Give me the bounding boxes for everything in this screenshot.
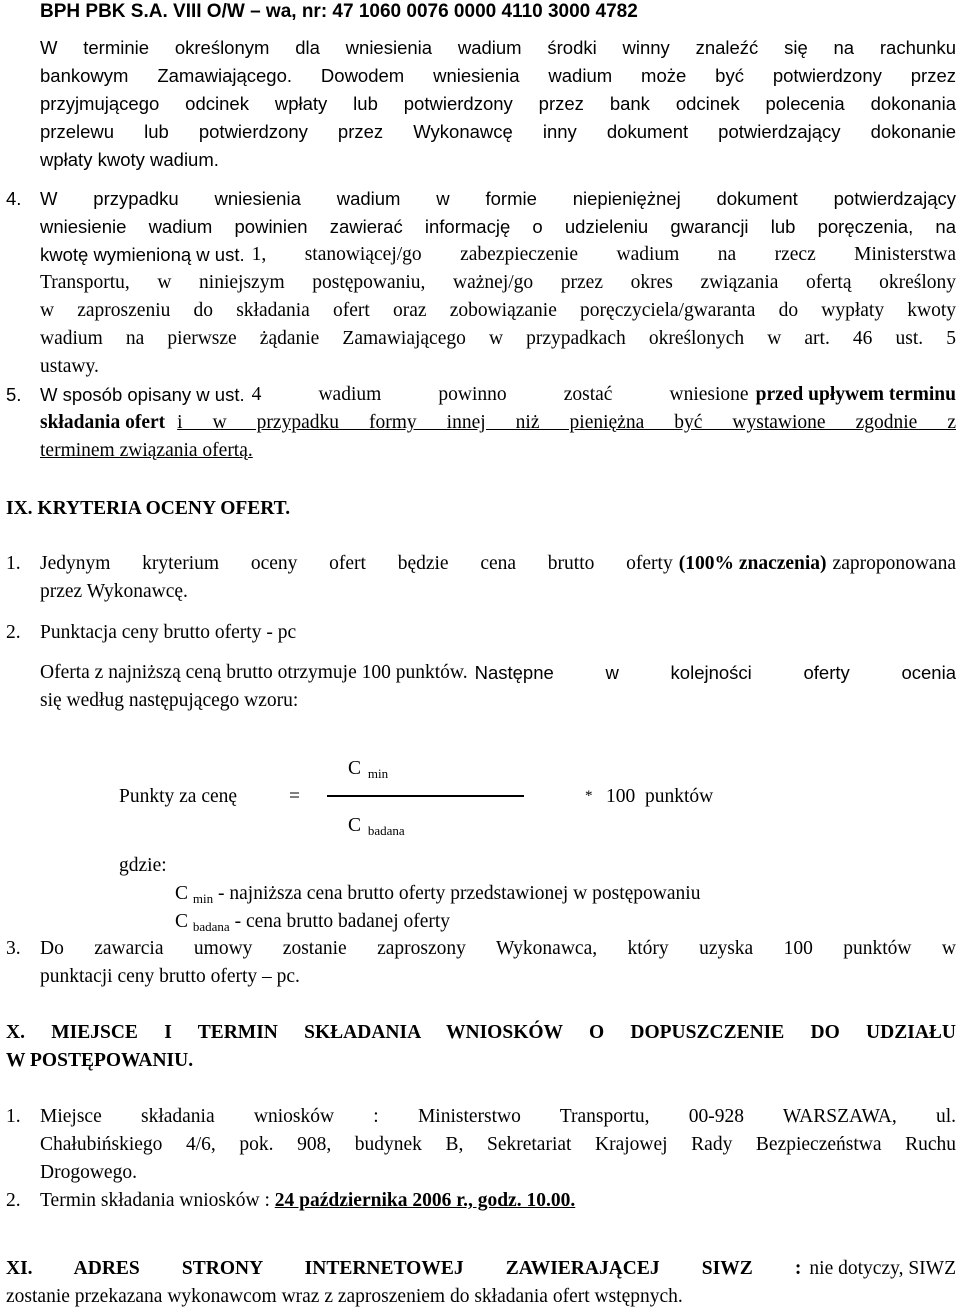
item5-text-a: W sposób opisany w ust. bbox=[40, 384, 245, 405]
definition-line bbox=[175, 908, 450, 937]
section-heading: W POSTĘPOWANIU. bbox=[6, 1050, 194, 1071]
wadium-text-line: bankowym Zamawiającego. Dowodem wniesienia wadium może być potwierdzony przez bbox=[40, 65, 956, 86]
formula-sub-min: min bbox=[367, 766, 389, 781]
criteria-bold-text: (100% znaczenia) bbox=[678, 553, 827, 574]
formula-rhs: 100 punktów bbox=[606, 786, 714, 807]
website-line: zostanie przekazana wykonawcom wraz z zaproszeniem do składania ofert wstępnych. bbox=[6, 1286, 683, 1307]
criteria-text-line bbox=[40, 550, 956, 578]
item-number: 2. bbox=[6, 622, 21, 643]
formula-c: C bbox=[348, 758, 362, 779]
def-c: C bbox=[175, 883, 189, 904]
invite-text-line: Do zawarcia umowy zostanie zaproszony Wykonawca, który uzyska 100 punktów w bbox=[40, 938, 956, 959]
scoring-text-b: Następne w kolejności oferty ocenia bbox=[474, 662, 956, 683]
website-line bbox=[6, 1255, 956, 1283]
item4-text-a: kwotę wymienioną w ust. bbox=[40, 244, 245, 265]
criteria-text-a: Jedynym kryterium oceny ofert będzie cena brutto oferty bbox=[40, 553, 673, 574]
def-text: - najniższa cena brutto oferty przedstawionej w postępowaniu bbox=[218, 883, 701, 904]
item-number: 1. bbox=[6, 553, 21, 574]
scoring-text-a: Oferta z najniższą ceną brutto otrzymuje 100 punktów. bbox=[40, 662, 468, 683]
section-heading: IX. KRYTERIA OCENY OFERT. bbox=[6, 498, 291, 519]
formula-lhs: Punkty za cenę bbox=[119, 786, 238, 807]
place-text-line: Chałubińskiego 4/6, pok. 908, budynek B, Sekretariat Krajowej Rady Bezpieczeństwa Ruchu bbox=[40, 1134, 956, 1155]
scoring-label: Punktacja ceny brutto oferty - pc bbox=[40, 622, 297, 643]
item-number: 2. bbox=[6, 1190, 21, 1211]
item4-text-line: w zaproszeniu do składania ofert oraz zobowiązanie poręczyciela/gwaranta do wypłaty kwoty bbox=[40, 300, 956, 321]
wadium-text-line: W terminie określonym dla wniesienia wadium środki winny znaleźć się na rachunku bbox=[40, 37, 956, 58]
definition-line bbox=[175, 880, 700, 909]
formula-numerator bbox=[348, 755, 388, 784]
item4-text-b: 1, stanowiącej/go zabezpieczenie wadium na rzecz Ministerstwa bbox=[251, 244, 956, 265]
website-rest: nie dotyczy, SIWZ bbox=[809, 1258, 956, 1279]
item-number: 3. bbox=[6, 938, 21, 959]
place-text-line: Miejsce składania wniosków : Ministerstwo Transportu, 00-928 WARSZAWA, ul. bbox=[40, 1106, 956, 1127]
scoring-text-line: się według następującego wzoru: bbox=[40, 690, 299, 711]
item-number: 1. bbox=[6, 1106, 21, 1127]
item5-text-b: 4 wadium powinno zostać wniesione bbox=[251, 384, 749, 405]
wadium-text-line: przelewu lub potwierdzony przez Wykonawcę inny dokument potwierdzający dokonanie bbox=[40, 121, 956, 142]
place-text-line: Drogowego. bbox=[40, 1162, 137, 1183]
item5-underlined-text: terminem związania ofertą. bbox=[40, 440, 253, 461]
item5-text-line bbox=[40, 381, 956, 409]
criteria-text-line: przez Wykonawcę. bbox=[40, 581, 188, 602]
def-sub: min bbox=[192, 891, 214, 906]
item5-bold-text: składania ofert bbox=[40, 412, 166, 433]
deadline-line bbox=[40, 1187, 575, 1215]
formula-equals: = bbox=[289, 786, 300, 807]
item5-bold-text: przed upływem terminu bbox=[755, 384, 956, 405]
fraction-bar bbox=[327, 795, 524, 797]
deadline-label: Termin składania wniosków : bbox=[40, 1190, 270, 1211]
deadline-value: 24 października 2006 r., godz. 10.00. bbox=[274, 1190, 576, 1211]
gdzie-label: gdzie: bbox=[119, 855, 167, 876]
multiply-sign: * bbox=[585, 788, 593, 804]
formula-sub-badana: badana bbox=[367, 823, 405, 838]
item-number: 4. bbox=[6, 188, 22, 209]
formula-denominator bbox=[348, 812, 405, 841]
wadium-text-line: przyjmującego odcinek wpłaty lub potwierdzony przez bank odcinek polecenia dokonania bbox=[40, 93, 956, 114]
item-number: 5. bbox=[6, 384, 22, 405]
item4-text-line: W przypadku wniesienia wadium w formie niepieniężnej dokument potwierdzający bbox=[40, 188, 956, 209]
item4-text-line: wniesienie wadium powinien zawierać informację o udzieleniu gwarancji lub poręczenia, na bbox=[40, 216, 956, 237]
wadium-text-line: wpłaty kwoty wadium. bbox=[40, 149, 219, 170]
formula-c: C bbox=[348, 815, 362, 836]
invite-text-line: punktacji ceny brutto oferty – pc. bbox=[40, 966, 300, 987]
def-c: C bbox=[175, 911, 189, 932]
item5-text-line bbox=[40, 409, 956, 437]
bank-account-line: BPH PBK S.A. VIII O/W – wa, nr: 47 1060 0076 0000 4110 3000 4782 bbox=[40, 1, 638, 22]
def-sub: badana bbox=[192, 919, 230, 934]
scoring-text-line bbox=[40, 659, 956, 687]
section-heading: X. MIEJSCE I TERMIN SKŁADANIA WNIOSKÓW O DOPUSZCZENIE DO UDZIAŁU bbox=[6, 1022, 956, 1043]
item4-text-line: ustawy. bbox=[40, 356, 99, 377]
section-heading: XI. ADRES STRONY INTERNETOWEJ ZAWIERAJĄCEJ SIWZ : bbox=[6, 1258, 802, 1279]
item5-underlined-text: i w przypadku formy innej niż pieniężna być wystawione zgodnie z bbox=[177, 412, 956, 433]
def-text: - cena brutto badanej oferty bbox=[234, 911, 451, 932]
item4-text-line: Transportu, w niniejszym postępowaniu, ważnej/go przez okres związania ofertą określony bbox=[40, 272, 956, 293]
item4-text-line bbox=[40, 241, 956, 269]
criteria-text-b: zaproponowana bbox=[832, 553, 956, 574]
item4-text-line: wadium na pierwsze żądanie Zamawiającego w przypadkach określonych w art. 46 ust. 5 bbox=[40, 328, 956, 349]
